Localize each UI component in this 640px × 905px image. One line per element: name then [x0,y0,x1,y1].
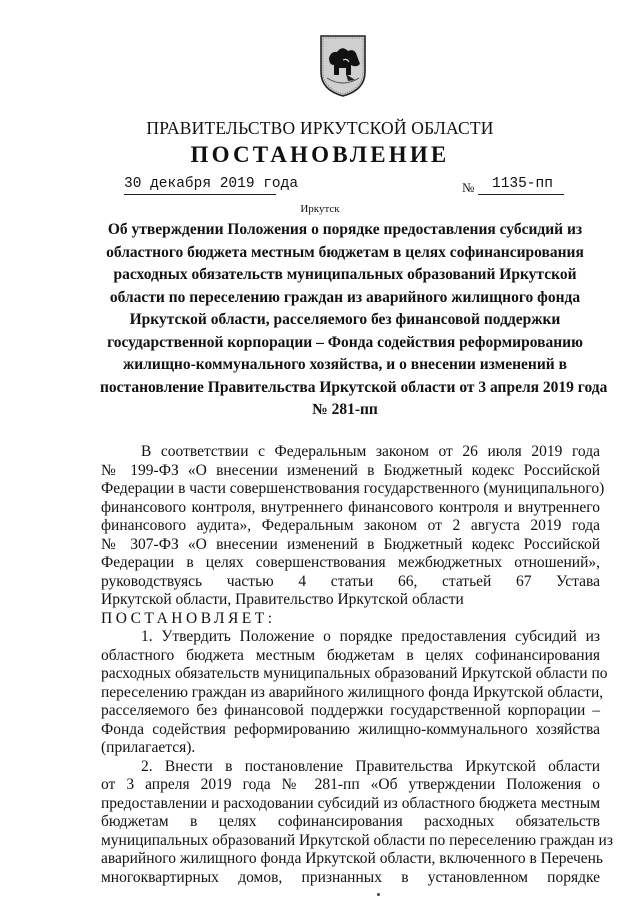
subject-line: государственной корпорации – Фонда содействия реформированию [107,333,583,351]
body-line: областного бюджета местным бюджетам в целях софинансирования [101,646,600,664]
subject-line: области по переселению граждан из аварийного жилищного фонда [109,288,581,306]
date-underline [124,194,276,195]
subject-line: Иркутской области, расселяемого без финансовой поддержки [129,311,561,328]
body-line: муниципальных образований Иркутской области по переселению граждан из [101,831,613,849]
body-line: финансового контроля, внутреннего финансового контроля и внутреннего [101,498,600,516]
document-type-title: ПОСТАНОВЛЕНИЕ [190,142,450,167]
body-line: 1. Утвердить Положение о порядке предоставления субсидий из [141,628,600,645]
body-line: бюджетам в целях софинансирования расходных обязательств [101,813,600,830]
body-line: (прилагается). [101,739,196,756]
body-line: № 307-ФЗ «О внесении изменений в Бюджетный кодекс Российской [101,535,600,553]
resolves-heading: ПОСТАНОВЛЯЕТ: [101,609,276,627]
government-name: ПРАВИТЕЛЬСТВО ИРКУТСКОЙ ОБЛАСТИ [146,118,494,138]
city-name: Иркутск [300,203,340,215]
scan-speck [377,893,380,896]
number-underline [478,194,564,195]
subject-line: расходных обязательств муниципальных образований Иркутской [113,266,577,283]
body-line: расселяемого без финансовой поддержки государственной корпорации – [101,702,600,719]
body-line: аварийного жилищного фонда Иркутской области, включенного в Перечень [101,850,604,867]
body-line: предоставлении и расходовании субсидий из областного бюджета местным [101,794,600,812]
body-line: Фонда содействия реформированию жилищно-коммунального хозяйства [101,720,600,738]
body-line: финансового аудита», Федеральным законом от 2 августа 2019 года [101,517,600,534]
decree-body [101,443,613,887]
decree-number: 1135-пп [492,176,553,192]
body-line: В соответствии с Федеральным законом от 26 июля 2019 года [141,443,600,460]
body-line: от 3 апреля 2019 года № 281-пп «Об утверждении Положения о [101,776,600,793]
subject-line: областного бюджета местным бюджетам в целях софинансирования [106,243,584,261]
body-line: руководствуясь частью 4 статьи 66, статьей 67 Устава [101,572,600,590]
coat-of-arms-emblem [318,34,368,98]
body-line: расходных обязательств муниципальных образований Иркутской области по [101,665,608,682]
body-line: переселению граждан из аварийного жилищного фонда Иркутской области, [101,683,604,701]
body-line: № 199-ФЗ «О внесении изменений в Бюджетный кодекс Российской [101,461,600,479]
subject-line: Об утверждении Положения о порядке предоставления субсидий из [107,221,583,238]
number-sign: № [462,180,475,195]
subject-line: № 281-пп [312,401,378,418]
decree-subject [100,219,608,422]
decree-date: 30 декабря 2019 года [124,176,299,192]
body-line: Иркутской области, Правительство Иркутской области [101,591,464,608]
body-line: многоквартирных домов, признанных в установленном порядке [101,868,600,886]
body-line: Федерации в целях совершенствования межбюджетных отношений», [101,554,600,571]
body-line: Федерации в части совершенствования государственного (муниципального) [101,480,605,497]
subject-line: постановление Правительства Иркутской области от 3 апреля 2019 года [100,378,608,396]
body-line: 2. Внести в постановление Правительства Иркутской области [141,757,600,775]
subject-line: жилищно-коммунального хозяйства, и о внесении изменений в [123,356,567,373]
